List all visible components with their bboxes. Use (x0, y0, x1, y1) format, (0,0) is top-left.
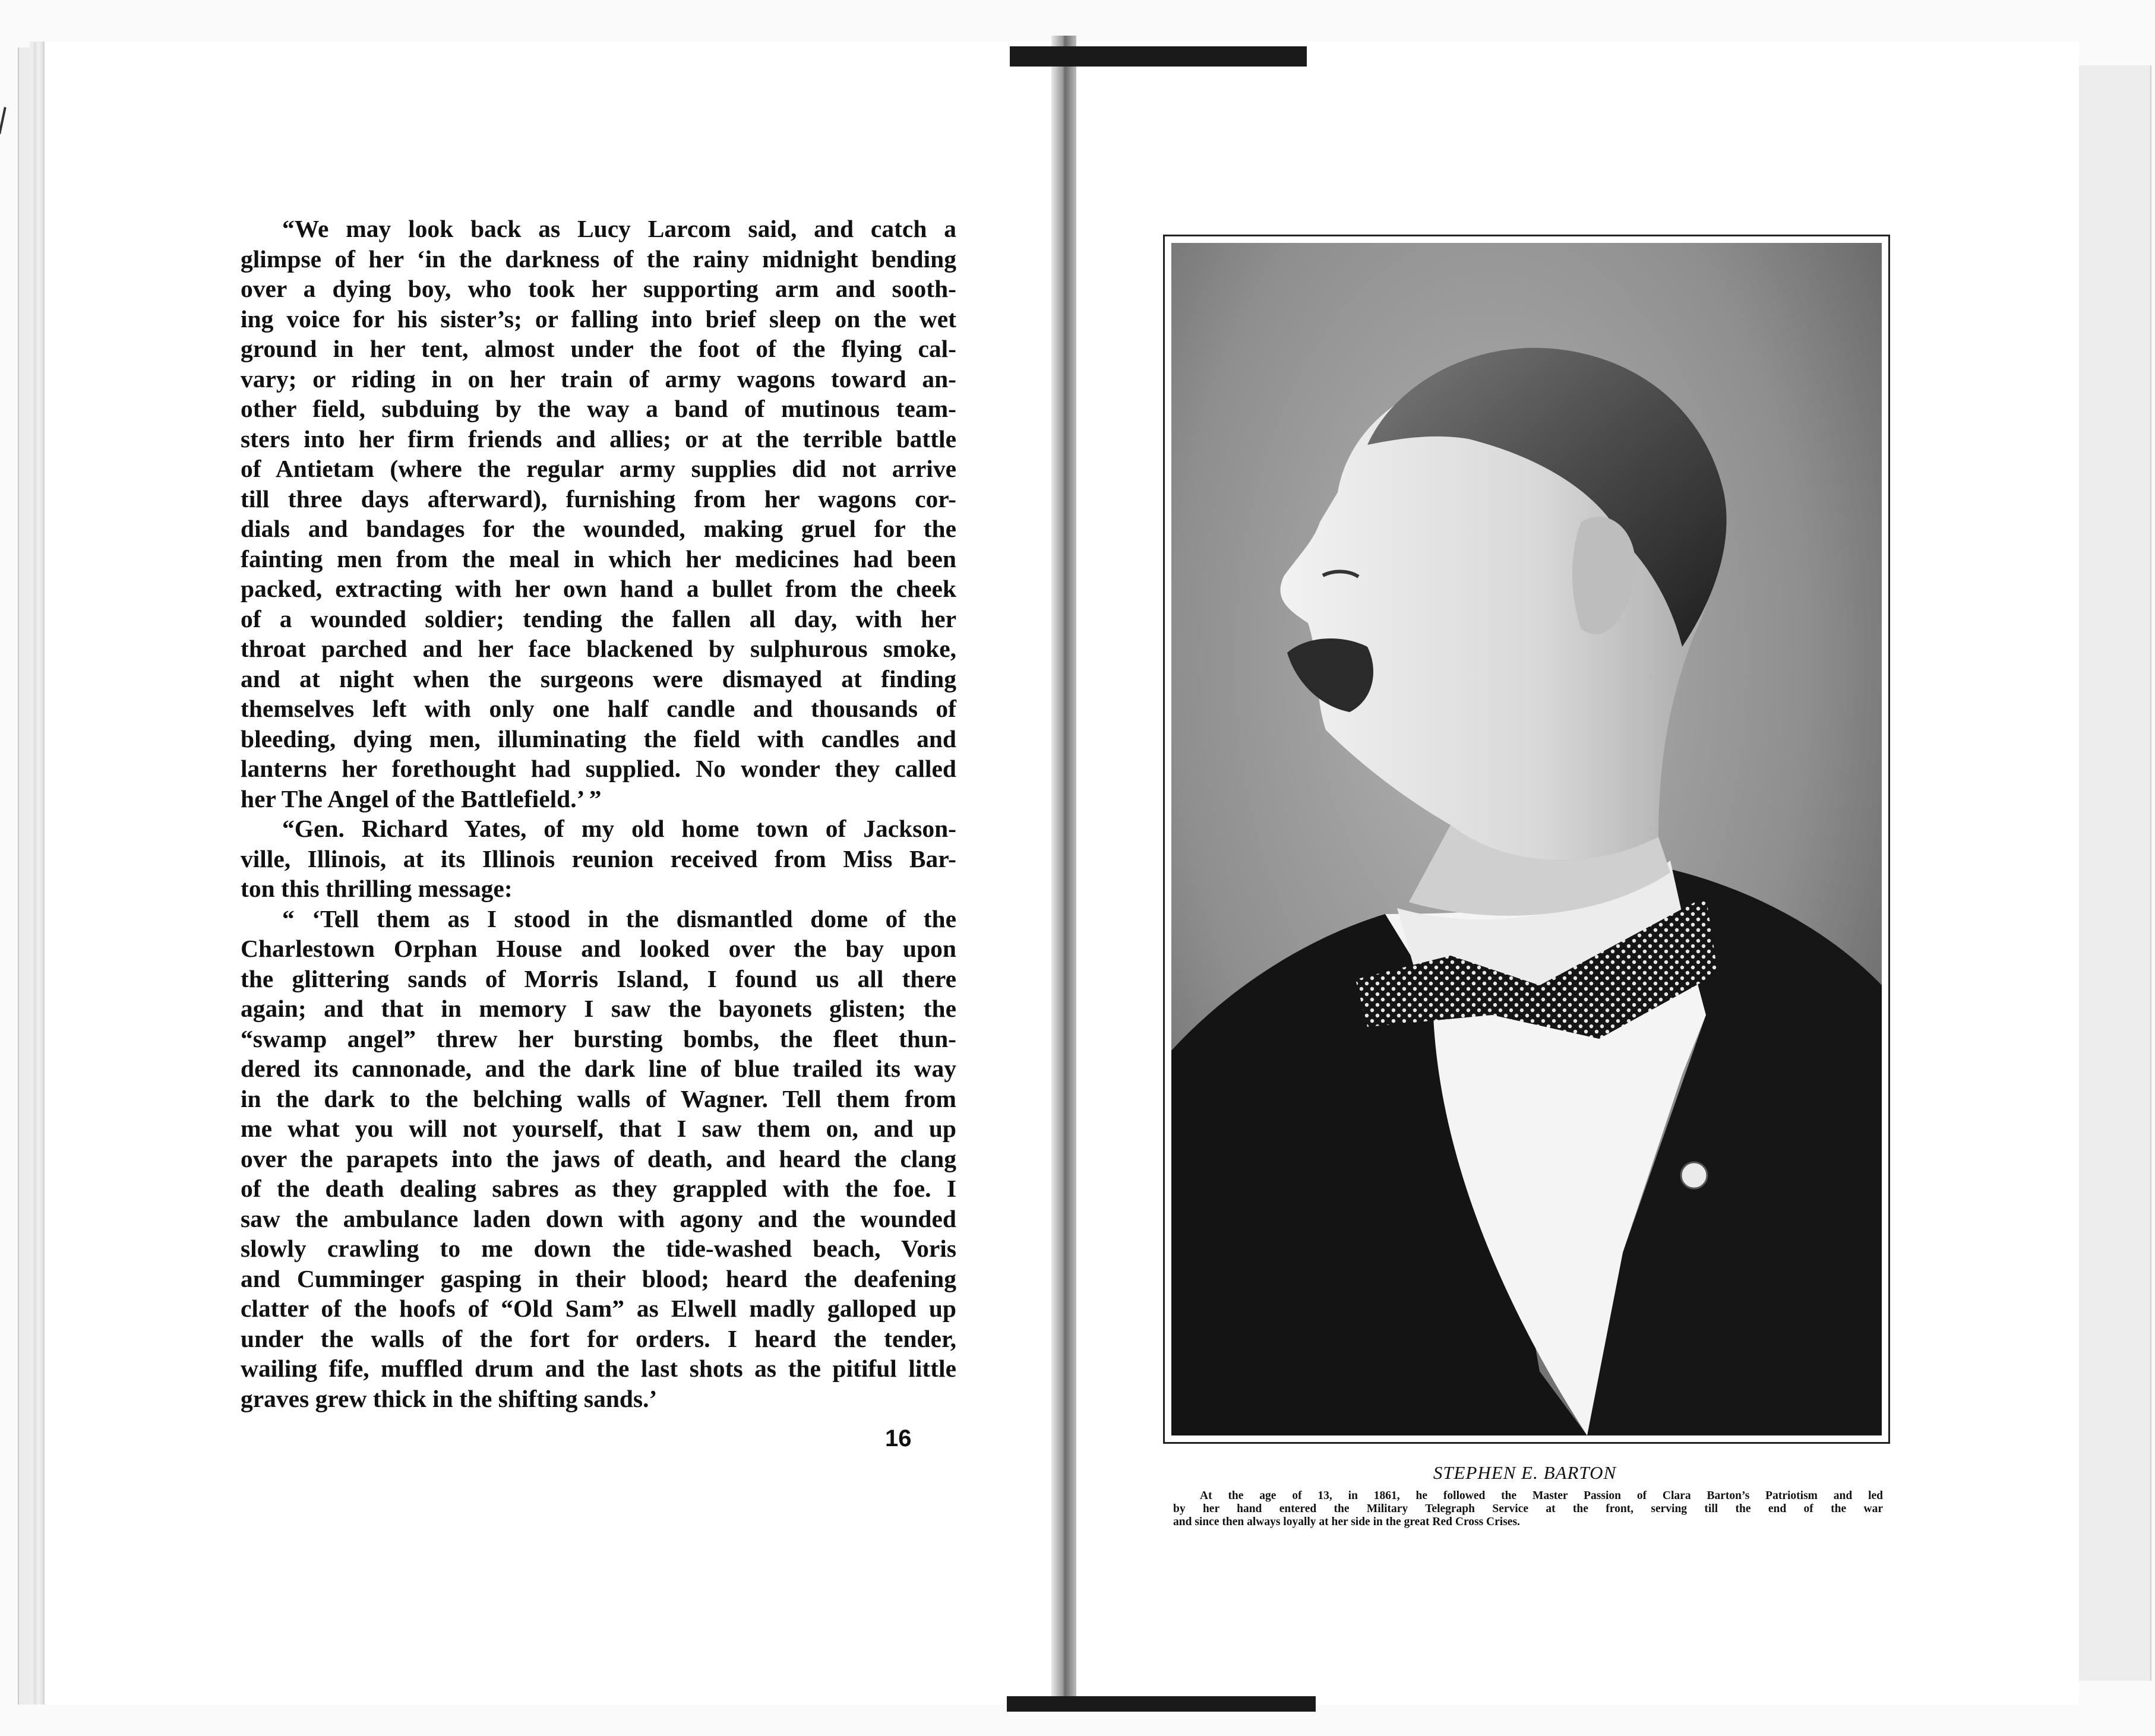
text-line: ground in her tent, almost under the foot of the flying cal- (241, 335, 956, 362)
text-line: ing voice for his sister’s; or falling into brief sleep on the wet (241, 305, 956, 333)
text-line: lanterns her forethought had supplied. No wonder they called (241, 755, 956, 782)
caption-text (1173, 1490, 1883, 1529)
text-line: ton this thrilling message: (241, 875, 513, 902)
text-line: slowly crawling to me down the tide-washed beach, Voris (241, 1235, 956, 1262)
text-line: glimpse of her ‘in the darkness of the rainy midnight bending (241, 245, 956, 273)
paragraph (241, 904, 956, 1414)
paragraph (241, 214, 956, 814)
portrait-illustration (1171, 243, 1882, 1435)
text-line: “Gen. Richard Yates, of my old home town of Jackson- (282, 815, 956, 842)
text-line: “ ‘Tell them as I stood in the dismantled dome of the (282, 905, 956, 932)
caption-line: At the age of 13, in 1861, he followed the Master Passion of Clara Barton’s Patriotism and led (1200, 1490, 1883, 1502)
binding-tab-top (1010, 46, 1307, 67)
text-line: ville, Illinois, at its Illinois reunion received from Miss Bar- (241, 845, 956, 872)
text-line: under the walls of the fort for orders. I heard the tender, (241, 1324, 956, 1352)
body-text (241, 214, 956, 1414)
text-line: “swamp angel” threw her bursting bombs, the fleet thun- (241, 1024, 956, 1052)
book-gutter (1051, 36, 1076, 1710)
text-line: the glittering sands of Morris Island, I found us all there (241, 965, 956, 992)
caption-line: by her hand entered the Military Telegraph Service at the front, serving till the end of the war (1173, 1503, 1883, 1515)
page-number: 16 (885, 1425, 912, 1452)
text-line: of the death dealing sabres as they grappled with the foe. I (241, 1175, 956, 1202)
text-line: themselves left with only one half candle and thousands of (241, 695, 956, 722)
text-line: Charlestown Orphan House and looked over the bay upon (241, 935, 956, 962)
caption-line: and since then always loyally at her side in the great Red Cross Crises. (1173, 1516, 1520, 1528)
text-line: fainting men from the meal in which her medicines had been (241, 545, 956, 573)
text-line: sters into her firm friends and allies; or at the terrible battle (241, 425, 956, 453)
text-line: me what you will not yourself, that I saw them on, and up (241, 1115, 956, 1142)
portrait-frame (1163, 235, 1890, 1444)
text-line: over the parapets into the jaws of death, and heard the clang (241, 1144, 956, 1172)
text-line: other field, subduing by the way a band of mutinous team- (241, 395, 956, 422)
binding-tab-bottom (1007, 1696, 1316, 1712)
text-line: her The Angel of the Battlefield.’ ” (241, 785, 602, 812)
text-line: in the dark to the belching walls of Wagner. Tell them from (241, 1084, 956, 1112)
text-line: saw the ambulance laden down with agony and the wounded (241, 1204, 956, 1232)
text-line: “We may look back as Lucy Larcom said, and catch a (282, 215, 956, 242)
text-line: again; and that in memory I saw the bayonets glisten; the (241, 995, 956, 1022)
paragraph (241, 814, 956, 904)
text-line: throat parched and her face blackened by sulphurous smoke, (241, 635, 956, 662)
text-line: bleeding, dying men, illuminating the field with candles and (241, 725, 956, 752)
text-line: clatter of the hoofs of “Old Sam” as Elwell madly galloped up (241, 1295, 956, 1322)
text-line: of Antietam (where the regular army supplies did not arrive (241, 455, 956, 482)
text-line: till three days afterward), furnishing from her wagons cor- (241, 485, 956, 513)
text-line: over a dying boy, who took her supporting arm and sooth- (241, 275, 956, 302)
text-line: vary; or riding in on her train of army wagons toward an- (241, 365, 956, 393)
text-line: wailing fife, muffled drum and the last shots as the pitiful little (241, 1355, 956, 1382)
caption-title: STEPHEN E. BARTON (1433, 1462, 1617, 1483)
text-line: dials and bandages for the wounded, making gruel for the (241, 515, 956, 542)
text-line: and at night when the surgeons were dismayed at finding (241, 665, 956, 692)
text-line: of a wounded soldier; tending the fallen all day, with her (241, 605, 956, 633)
text-line: packed, extracting with her own hand a bullet from the cheek (241, 575, 956, 602)
text-line: and Cumminger gasping in their blood; heard the deafening (241, 1264, 956, 1292)
text-line: graves grew thick in the shifting sands.’ (241, 1384, 658, 1412)
portrait-photo (1171, 243, 1882, 1435)
text-line: dered its cannonade, and the dark line of blue trailed its way (241, 1055, 956, 1082)
